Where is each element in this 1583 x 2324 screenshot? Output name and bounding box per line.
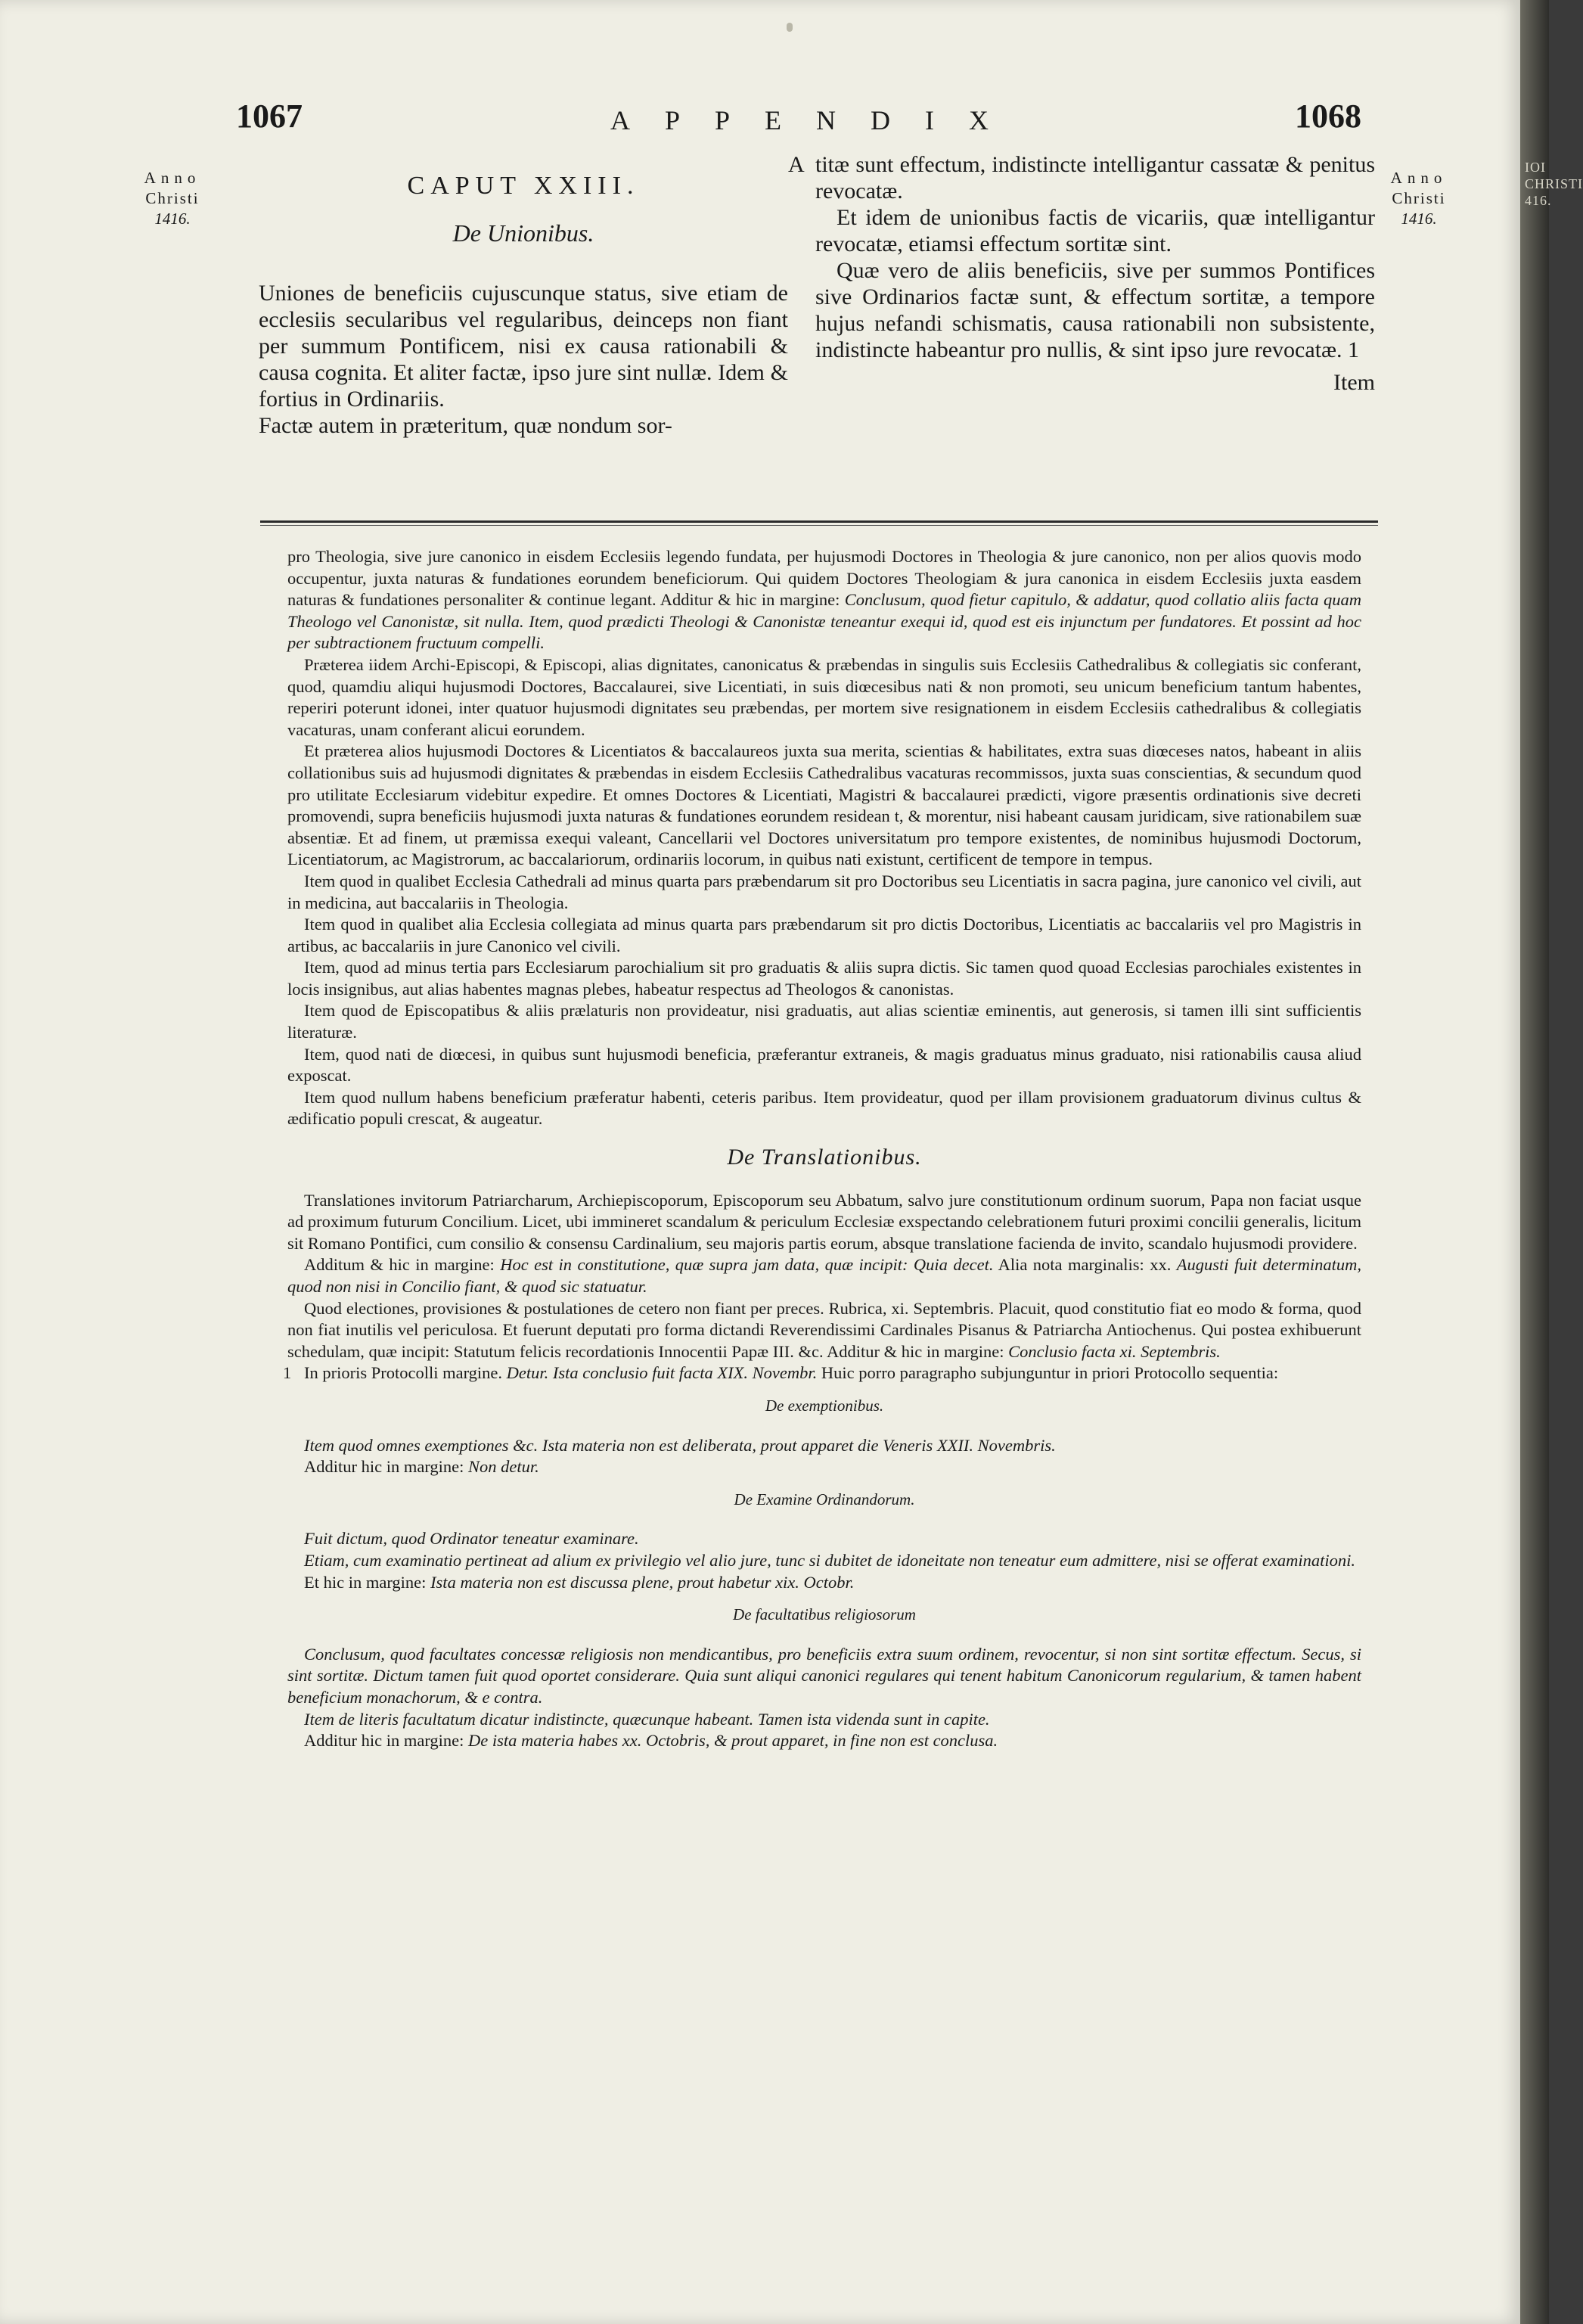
margin-anno: Anno — [144, 169, 201, 187]
page-number-right: 1068 — [1295, 98, 1361, 135]
paragraph: Translationes invitorum Patriarcharum, Archiepiscoporum, Episcoporum seu Abbatum, salvo jure constitutionum ordinum suorum, Papa non faciat usque ad proximum futurum Concilium. Licet, ubi immineret scandalum & periculum Ecclesiæ exspectando celebrationem futuri proximi concilii generalis, licitum sit Romano Pontifici, cum consilio & consensu Cardinalium, seu majoris partis eorum, absque translatione facienda de invito, scandalo hujusmodi providere. — [287, 1190, 1361, 1253]
chapter-left-column — [259, 172, 788, 439]
paper-stain — [787, 23, 793, 32]
chapter-right-column — [788, 151, 1375, 396]
paragraph: Et hic in margine: Ista materia non est discussa plene, prout habetur xix. Octobr. — [304, 1572, 855, 1592]
paragraph: Additur hic in margine: De ista materia habes xx. Octobris, & prout apparet, in fine non est conclusa. — [304, 1731, 998, 1751]
margin-note-left — [127, 168, 218, 229]
section-rule — [260, 520, 1378, 523]
margin-anno: Anno — [1390, 169, 1448, 187]
margin-note-right — [1373, 168, 1464, 229]
paragraph: Item quod omnes exemptiones &c. Ista materia non est deliberata, prout apparet die Veneris XXII. Novembris. — [304, 1435, 1056, 1455]
running-title: APPENDIX — [610, 105, 1023, 135]
paragraph: Item, quod nati de diœcesi, in quibus sunt hujusmodi beneficia, præferantur extraneis, & magis graduatus minus graduato, nisi rationabilis causa aliud exposcat. — [287, 1044, 1361, 1086]
column-marker: A — [788, 152, 805, 177]
section-rule-thin — [260, 525, 1378, 526]
facing-page-edge-text: IOI CHRISTI 416. — [1525, 160, 1583, 208]
paragraph: Conclusum, quod facultates concessæ religiosis non mendicantibus, pro beneficiis extra suum ordinem, revocentur, si non sint sortitæ effectum. Secus, si sint sortitæ. Dictum tamen fuit quod oportet considerare. Quia sunt aliqui canonici regulares qui tenent habitum Canonicorum regularium, & tamen habent beneficium monachorum, & e contra. — [287, 1644, 1361, 1707]
paragraph: Item quod de Episcopatibus & aliis prælaturis non provideatur, nisi graduatis, aut alias scientiæ eminentis, aut generosis, si tamen illi sint sufficientis literaturæ. — [287, 1001, 1361, 1042]
footnote-number: 1 — [283, 1363, 292, 1383]
paragraph: pro Theologia, sive jure canonico in eisdem Ecclesiis legendo fundata, per hujusmodi Doctores in Theologia & jure canonico, non per alios quovis modo occupentur, juxta naturas & fundationes eorundem beneficiorum. Qui quidem Doctores Theologiam & jura canonica in eisdem Ecclesiis juxta easdem naturas & fundationes personaliter & continue legant. Additur & hic in margine: Conclusum, quod fietur capitulo, & addatur, quod collatio aliis facta quam Theologo vel Canonistæ, sit nulla. Item, quod prædicti Theologi & Canonistæ teneantur exequi id, quod est eis injunctum per fundatores. Et possint ad hoc per subtractionem fructuum compelli. — [287, 547, 1361, 653]
margin-christi: Christi — [1392, 189, 1446, 207]
paragraph: Et idem de unionibus factis de vicariis, quæ intelligantur revocatæ, etiamsi effectum sortitæ sint. — [815, 205, 1375, 256]
paragraph: Etiam, cum examinatio pertineat ad alium ex privilegio vel alio jure, tunc si dubitet de idoneitate non teneatur eum admittere, nisi se offerat examinationi. — [304, 1550, 1355, 1570]
margin-year: 1416. — [1401, 210, 1437, 228]
chapter-subtitle: De Unionibus. — [452, 219, 594, 247]
body-text — [283, 546, 1361, 1752]
paragraph: Item quod in qualibet Ecclesia Cathedrali ad minus quarta pars præbendarum sit pro Doctoribus seu Licentiatis in sacra pagina, jure canonico vel civili, aut in medicina, aut baccalariis in Theologia. — [287, 871, 1361, 912]
footnote: 1 In prioris Protocolli margine. Detur. Ista conclusio fuit facta XIX. Novembr. Huic porro paragrapho subjunguntur in priori Protocollo sequentia: — [287, 1362, 1361, 1384]
paragraph: Item quod nullum habens beneficium præferatur habenti, ceteris paribus. Item provideatur, quod per illam provisionem graduatorum divinus cultus & ædificatio populi crescat, & augeatur. — [287, 1087, 1361, 1129]
catchword: Item — [1333, 370, 1375, 395]
paragraph: Quæ vero de aliis beneficiis, sive per summos Pontifices sive Ordinarios factæ sunt, & effectum sortitæ, a tempore hujus nefandi schismatis, causa rationabili non subsistente, indistincte habeantur pro nullis, & sint ipso jure revocatæ. 1 — [815, 258, 1375, 362]
margin-christi: Christi — [145, 189, 200, 207]
section-heading-exemptionibus: De exemptionibus. — [765, 1396, 884, 1415]
paragraph: Additum & hic in margine: Hoc est in constitutione, quæ supra jam data, quæ incipit: Quia decet. Alia nota marginalis: xx. Augusti fuit determinatum, quod non nisi in Concilio fiant, & quod sic statuatur. — [287, 1255, 1361, 1296]
paragraph: Et præterea alios hujusmodi Doctores & Licentiatos & baccalaureos juxta sua merita, scientias & habilitates, extra suas diœceses natos, habeant in aliis collationibus suis ad hujusmodi dignitates & præbendas in eisdem Ecclesiis Cathedralibus vacaturas recommissos, juxta suas conscientias, & secundum quod pro utilitate Ecclesiarum videbitur expedire. Et omnes Doctores & Licentiati, Magistri & baccalaurei prædicti, vigore præsentis ordinationis sive decreti promovendi, supra beneficiis hujusmodi juxta naturas & fundationes eorundem residean t, & morentur, nisi habeant causam juridicam, sive rationabilem suæ absentiæ. Et ad finem, ut præmissa exequi valeant, Cancellarii vel Doctores universitatum pro tempore existentes, de nominibus hujusmodi Doctorum, Licentiatorum, ac Magistrorum, ac baccalariorum, ordinariis locorum, in quibus nati existunt, certificent de tempore in tempus. — [287, 741, 1361, 869]
paragraph: Item de literis facultatum dicatur indistincte, quæcunque habeant. Tamen ista videnda sunt in capite. — [304, 1709, 990, 1729]
margin-year: 1416. — [154, 210, 191, 228]
paragraph: Fuit dictum, quod Ordinator teneatur examinare. — [304, 1529, 639, 1549]
section-heading-examine: De Examine Ordinandorum. — [734, 1490, 915, 1508]
chapter-title: CAPUT XXIII. — [407, 172, 640, 200]
paragraph: Item, quod ad minus tertia pars Ecclesiarum parochialium sit pro graduatis & aliis supra dictis. Sic tamen quod quoad Ecclesias parochiales existentes in locis insignibus, aut alias habentes magnas plebes, habeatur respectus ad Theologos & canonistas. — [287, 958, 1361, 999]
paragraph: Uniones de beneficiis cujuscunque status, sive etiam de ecclesiis secularibus vel regularibus, deinceps non fiant per summum Pontificem, nisi ex causa rationabili & causa cognita. Et aliter factæ, ipso jure sint nullæ. Idem & fortius in Ordinariis. — [259, 281, 788, 412]
paragraph: Item quod in qualibet alia Ecclesia collegiata ad minus quarta pars præbendarum sit pro dictis Doctoribus, Licentiatis ac baccalariis vel pro Magistris in artibus, ac baccalariis in jure Canonico vel civili. — [287, 915, 1361, 955]
paragraph: Factæ autem in præteritum, quæ nondum sor- — [259, 413, 672, 438]
paragraph: titæ sunt effectum, indistincte intelligantur cassatæ & penitus revocatæ. — [815, 152, 1375, 204]
section-heading-translationibus: De Translationibus. — [727, 1145, 922, 1170]
paragraph: Additur hic in margine: Non detur. — [304, 1457, 539, 1477]
page-number-left: 1067 — [236, 98, 303, 135]
paragraph: Quod electiones, provisiones & postulationes de cetero non fiant per preces. Rubrica, xi. Septembris. Placuit, quod constitutio fiat eo modo & forma, quod non fiat inutilis vel periculosa. Et fuerunt deputati pro forma dictandi Reverendissimi Cardinales Pisanus & Patriarcha Antiochenus. Qui postea exhibuerunt schedulam, quæ incipit: Statutum felicis recordationis Innocentii Papæ III. &c. Additur & hic in margine: Conclusio facta xi. Septembris. — [287, 1298, 1361, 1361]
paragraph: Præterea iidem Archi-Episcopi, & Episcopi, alias dignitates, canonicatus & præbendas in singulis suis Ecclesiis Cathedralibus & collegiatis sic conferant, quod, quamdiu aliqui hujusmodi Doctores, Baccalaurei, sive Licentiati, in suis diœcesibus nati & non promoti, seu unicum beneficium tantum habentes, reperiri poterunt idonei, inter quatuor hujusmodi dignitates seu præbendas, per mortem sive resignationem in eisdem Ecclesiis cathedralibus & collegiatis vacaturas, unam conferant alicui eorundem. — [287, 654, 1361, 739]
section-heading-facultatibus: De facultatibus religiosorum — [733, 1605, 916, 1624]
